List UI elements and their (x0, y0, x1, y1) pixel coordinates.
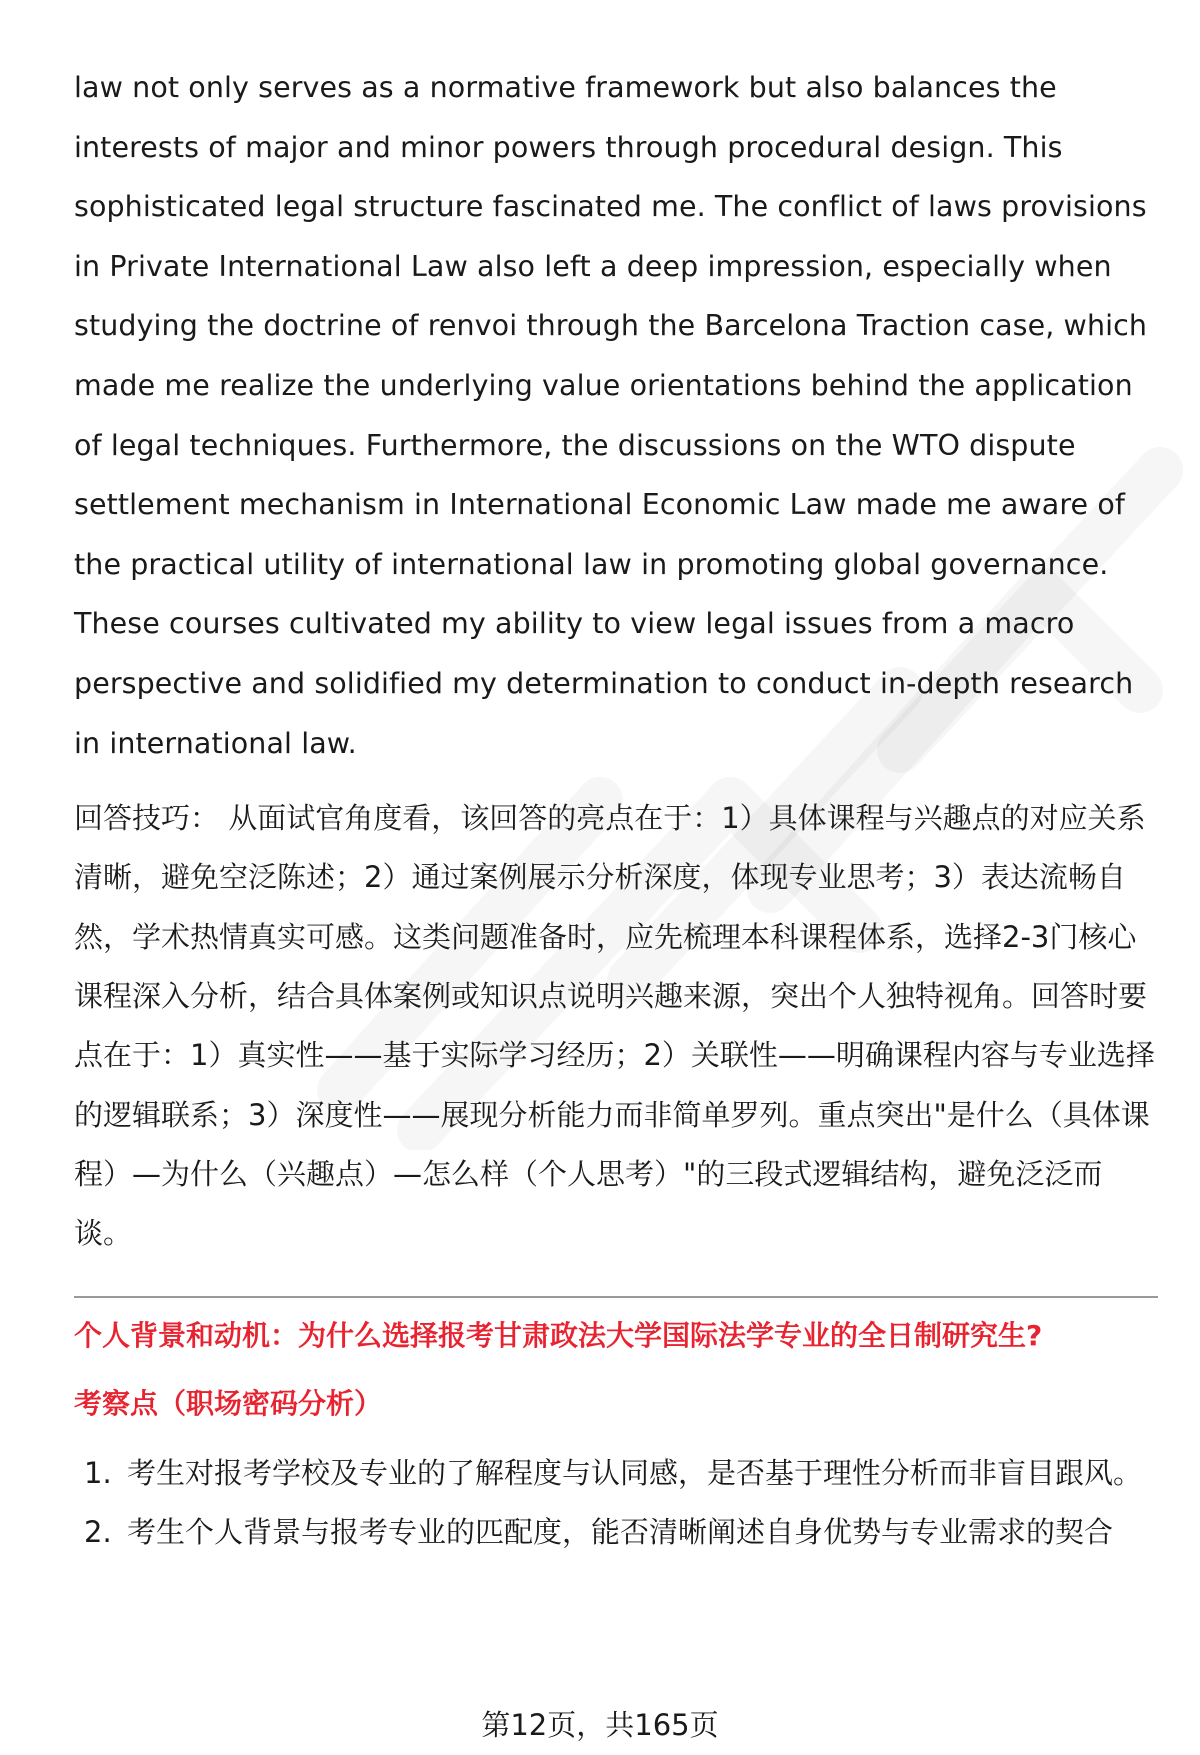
list-item (74, 1503, 1158, 1563)
english-paragraph: law not only serves as a normative framework but also balances the interests of major and minor powers through procedural design. This sophisticated legal structure fascinated me. The conflict of laws provisions in Private International Law also left a deep impression, especially when studying the doctrine of renvoi through the Barcelona Traction case, which made me realize the underlying value orientations behind the application of legal techniques. Furthermore, the discussions on the WTO dispute settlement mechanism in International Economic Law made me aware of the practical utility of international law in promoting global governance. These courses cultivated my ability to view legal issues from a macro perspective and solidified my determination to conduct in-depth research in international law. (74, 71, 1148, 760)
section-divider (74, 1296, 1158, 1298)
list-item-text: 考生对报考学校及专业的了解程度与认同感，是否基于理性分析而非盲目跟风。 (127, 1455, 1143, 1490)
list-item-number: 1. (84, 1455, 112, 1490)
assessment-points-list (74, 1444, 1158, 1563)
answer-tip-paragraph: 回答技巧： 从面试官角度看，该回答的亮点在于：1）具体课程与兴趣点的对应关系清晰，避免空泛陈述；2）通过案例展示分析深度，体现专业思考；3）表达流畅自然，学术热情真实可感。这类问题准备时，应先梳理本科课程体系，选择2-3门核心课程深入分析，结合具体案例或知识点说明兴趣来源，突出个人独特视角。回答时要点在于：1）真实性——基于实际学习经历；2）关联性——明确课程内容与专业选择的逻辑联系；3）深度性——展现分析能力而非简单罗列。重点突出"是什么（具体课程）—为什么（兴趣点）—怎么样（个人思考）"的三段式逻辑结构，避免泛泛而谈。 (74, 801, 1155, 1251)
page-number-footer: 第12页，共165页 (481, 1708, 719, 1742)
assessment-points-label: 考察点（职场密码分析） (74, 1386, 383, 1420)
document-page (74, 58, 1158, 1563)
list-item-text: 考生个人背景与报考专业的匹配度，能否清晰阐述自身优势与专业需求的契合 (127, 1515, 1114, 1549)
list-item (74, 1444, 1158, 1504)
question-title: 个人背景和动机：为什么选择报考甘肃政法大学国际法学专业的全日制研究生? (74, 1318, 1043, 1352)
list-item-number: 2. (84, 1515, 112, 1549)
